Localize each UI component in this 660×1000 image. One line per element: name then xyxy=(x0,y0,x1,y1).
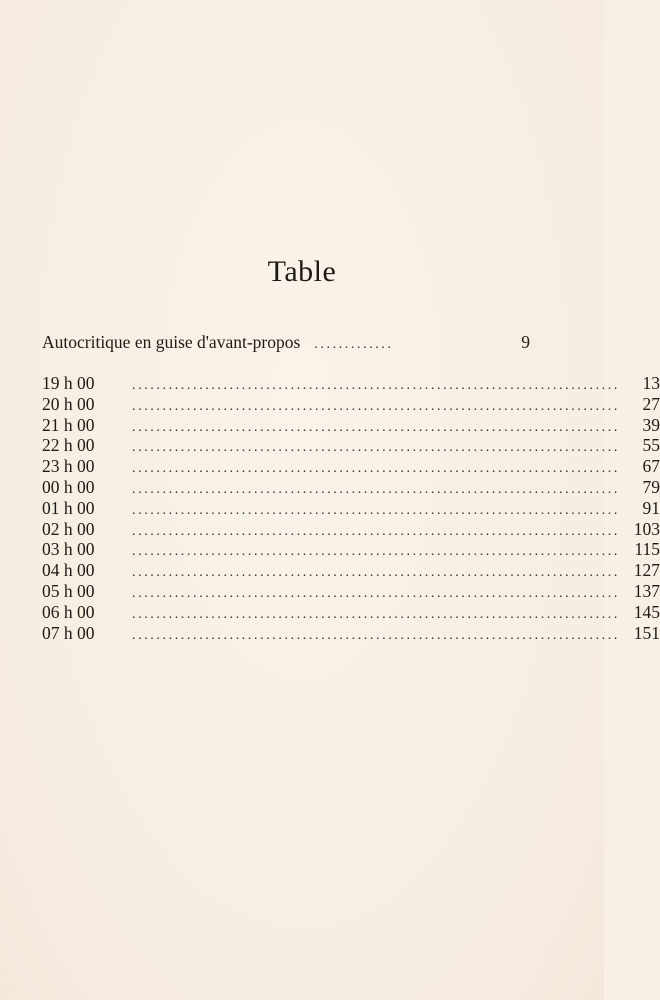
dot-leader: ................................................................................ xyxy=(132,565,620,581)
toc-page-number: 127 xyxy=(633,560,660,581)
toc-entry-label: 07 h 00 xyxy=(42,622,95,643)
toc-entry-label: 01 h 00 xyxy=(42,497,95,518)
toc-page-number: 91 xyxy=(642,497,660,518)
toc-row xyxy=(42,476,660,498)
toc-row xyxy=(42,580,660,602)
toc-hours-list xyxy=(42,373,660,643)
toc-row xyxy=(42,622,660,644)
dot-leader: ............. xyxy=(314,337,394,352)
toc-row xyxy=(42,414,660,436)
toc-page-number: 145 xyxy=(633,601,660,622)
toc-page-number: 13 xyxy=(642,373,660,393)
toc-page-number: 27 xyxy=(642,393,660,414)
toc-entry-label: 00 h 00 xyxy=(42,476,95,497)
toc-page-number: 79 xyxy=(642,476,660,497)
toc-page-number: 55 xyxy=(642,435,660,456)
toc-page-number: 137 xyxy=(633,580,660,601)
toc-entry-label: 06 h 00 xyxy=(42,601,95,622)
toc-row xyxy=(42,601,660,623)
toc-page-number: 103 xyxy=(633,518,660,539)
toc-preface xyxy=(42,332,530,353)
toc-row xyxy=(42,393,660,415)
dot-leader: ................................................................................ xyxy=(132,523,620,539)
toc-entry-label: 02 h 00 xyxy=(42,518,95,539)
dot-leader: ................................................................................ xyxy=(132,378,620,393)
dot-leader: ................................................................................ xyxy=(132,398,620,414)
dot-leader: ................................................................................ xyxy=(132,606,620,622)
toc-row xyxy=(42,435,660,456)
page-title: Table xyxy=(267,255,337,288)
dot-leader: ................................................................................ xyxy=(132,481,620,497)
toc-page-number: 67 xyxy=(642,456,660,477)
toc-page-number: 39 xyxy=(642,414,660,435)
toc-entry-label: 23 h 00 xyxy=(42,456,95,477)
dot-leader: ................................................................................ xyxy=(132,461,620,477)
toc-page-number: 151 xyxy=(633,622,660,643)
toc-entry-label: 03 h 00 xyxy=(42,539,95,560)
toc-row xyxy=(42,560,660,581)
dot-leader: ................................................................................ xyxy=(132,440,620,456)
toc-entry-label: 19 h 00 xyxy=(42,373,95,393)
toc-page-number: 9 xyxy=(521,332,530,352)
toc-entry-label: 04 h 00 xyxy=(42,560,95,581)
dot-leader: ................................................................................ xyxy=(132,544,620,560)
toc-entry-label: 20 h 00 xyxy=(42,393,95,414)
toc-row xyxy=(42,456,660,477)
dot-leader: ................................................................................ xyxy=(132,419,620,435)
toc-row xyxy=(42,497,660,519)
dot-leader: ................................................................................ xyxy=(132,627,620,643)
toc-entry-label: 05 h 00 xyxy=(42,580,95,601)
dot-leader: ................................................................................ xyxy=(132,585,620,601)
toc-row xyxy=(42,539,660,560)
toc-page-number: 115 xyxy=(634,539,660,560)
toc-row xyxy=(42,518,660,540)
dot-leader: ................................................................................ xyxy=(132,502,620,518)
toc-row xyxy=(42,373,660,394)
toc-entry-label: Autocritique en guise d'avant-propos xyxy=(42,332,301,352)
toc-entry-label: 22 h 00 xyxy=(42,435,95,456)
toc-entry-label: 21 h 00 xyxy=(42,414,95,435)
toc-row-preface xyxy=(42,332,530,353)
